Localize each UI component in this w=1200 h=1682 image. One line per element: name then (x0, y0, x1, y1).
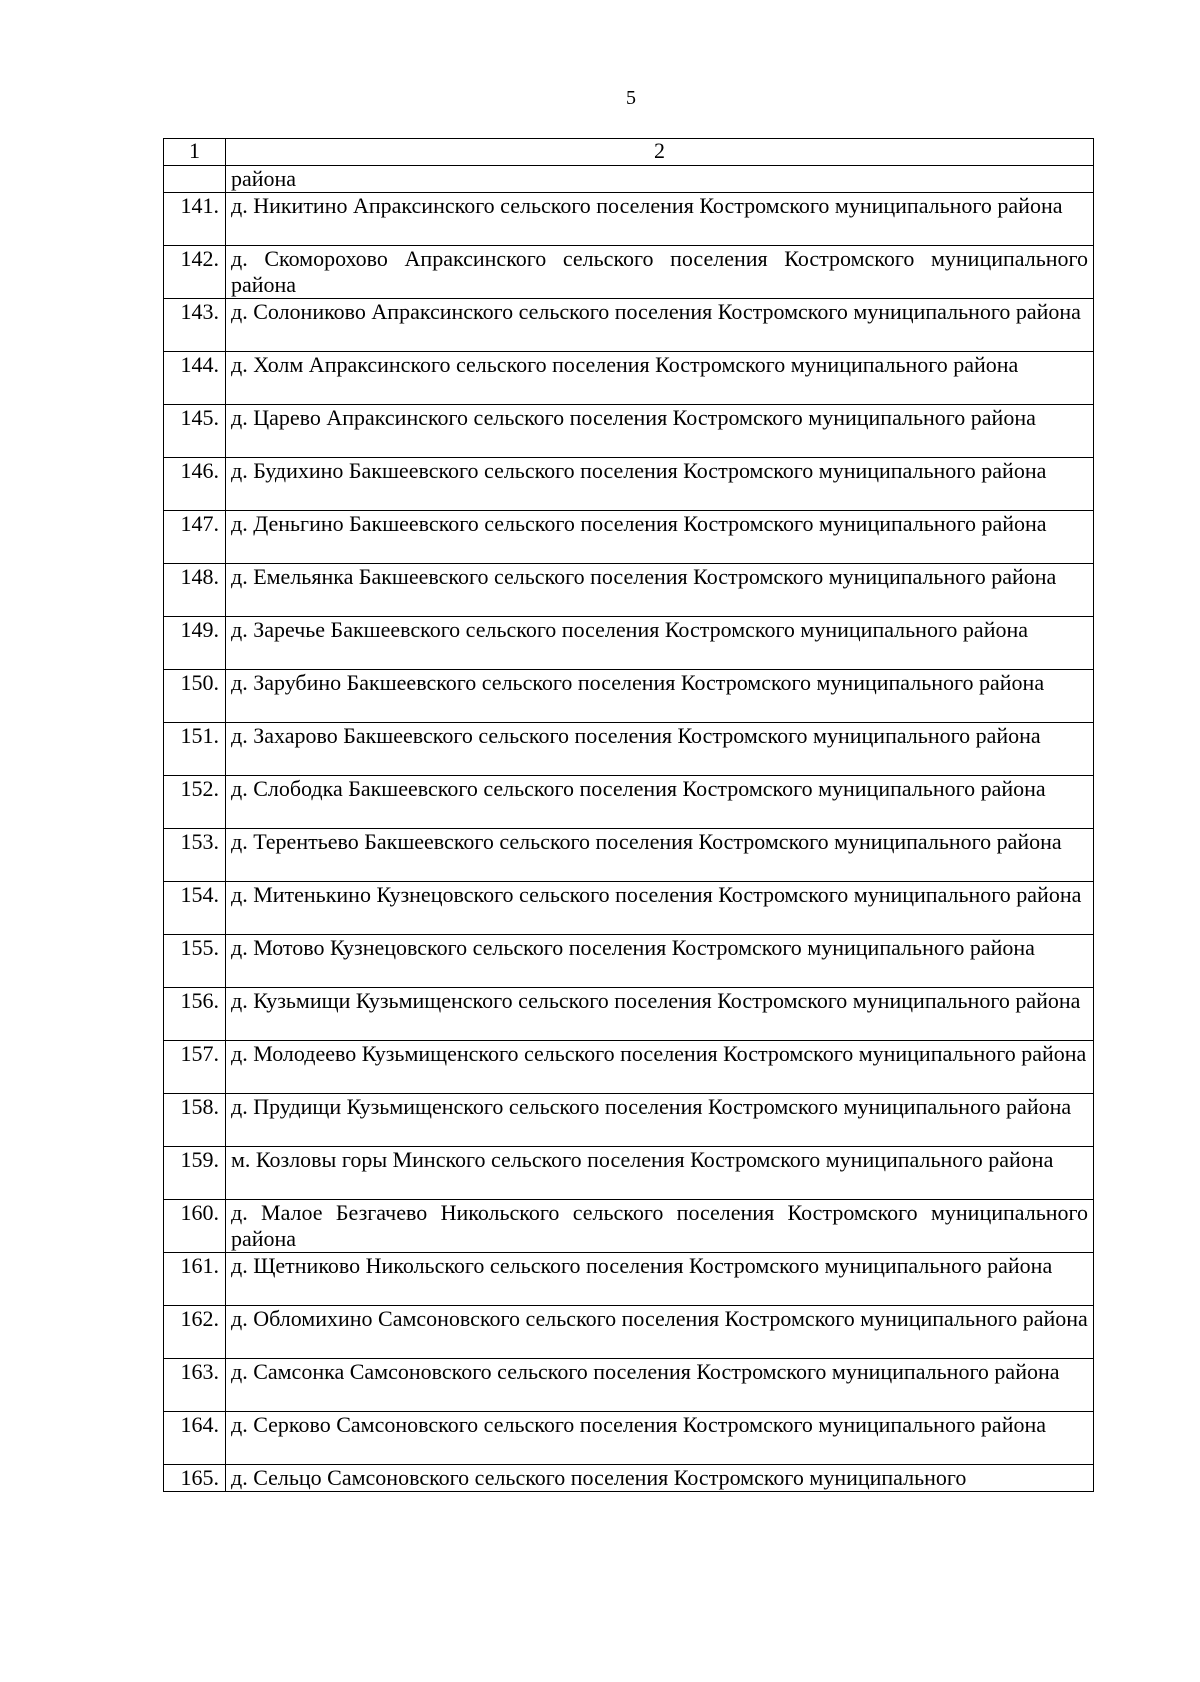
table-row (164, 193, 1094, 246)
row-number: 147. (164, 511, 226, 564)
row-text: д. Захарово Бакшеевского сельского поселения Костромского муниципального района (226, 723, 1094, 776)
table-row (164, 829, 1094, 882)
row-text: д. Заречье Бакшеевского сельского поселения Костромского муниципального района (226, 617, 1094, 670)
row-number: 162. (164, 1306, 226, 1359)
row-number: 143. (164, 299, 226, 352)
row-text: д. Молодеево Кузьмищенского сельского поселения Костромского муниципального района (226, 1041, 1094, 1094)
row-number: 161. (164, 1253, 226, 1306)
continuation-text: района (226, 166, 1094, 193)
row-number: 151. (164, 723, 226, 776)
table-row (164, 1041, 1094, 1094)
row-text: д. Прудищи Кузьмищенского сельского поселения Костромского муниципального района (226, 1094, 1094, 1147)
row-text: д. Щетниково Никольского сельского поселения Костромского муниципального района (226, 1253, 1094, 1306)
table-row (164, 246, 1094, 299)
continuation-row (164, 166, 1094, 193)
table-row (164, 988, 1094, 1041)
row-text: д. Емельянка Бакшеевского сельского поселения Костромского муниципального района (226, 564, 1094, 617)
row-number: 159. (164, 1147, 226, 1200)
row-number: 165. (164, 1465, 226, 1492)
table-row (164, 564, 1094, 617)
row-number: 145. (164, 405, 226, 458)
table-row (164, 935, 1094, 988)
row-text: д. Царево Апраксинского сельского поселения Костромского муниципального района (226, 405, 1094, 458)
table-row (164, 670, 1094, 723)
table-row (164, 352, 1094, 405)
row-text: д. Никитино Апраксинского сельского поселения Костромского муниципального района (226, 193, 1094, 246)
row-number: 148. (164, 564, 226, 617)
table-row (164, 458, 1094, 511)
table-row (164, 1306, 1094, 1359)
continuation-num-cell (164, 166, 226, 193)
row-number: 152. (164, 776, 226, 829)
table-row (164, 511, 1094, 564)
table-row (164, 1359, 1094, 1412)
row-text: д. Слободка Бакшеевского сельского поселения Костромского муниципального района (226, 776, 1094, 829)
table-row (164, 1094, 1094, 1147)
table-row (164, 1412, 1094, 1465)
row-text: д. Терентьево Бакшеевского сельского поселения Костромского муниципального района (226, 829, 1094, 882)
table-header-row (164, 139, 1094, 166)
row-number: 160. (164, 1200, 226, 1253)
table-row (164, 1147, 1094, 1200)
row-text: д. Холм Апраксинского сельского поселения Костромского муниципального района (226, 352, 1094, 405)
row-number: 146. (164, 458, 226, 511)
row-text: д. Зарубино Бакшеевского сельского поселения Костромского муниципального района (226, 670, 1094, 723)
row-text: д. Солониково Апраксинского сельского поселения Костромского муниципального района (226, 299, 1094, 352)
table-row (164, 723, 1094, 776)
row-text: д. Мотово Кузнецовского сельского поселения Костромского муниципального района (226, 935, 1094, 988)
row-text: д. Будихино Бакшеевского сельского поселения Костромского муниципального района (226, 458, 1094, 511)
table-row (164, 1200, 1094, 1253)
header-col-1: 1 (164, 139, 226, 166)
row-number: 150. (164, 670, 226, 723)
row-number: 156. (164, 988, 226, 1041)
row-text: д. Серково Самсоновского сельского поселения Костромского муниципального района (226, 1412, 1094, 1465)
row-text: д. Скоморохово Апраксинского сельского поселения Костромского муниципального района (226, 246, 1094, 299)
table-row-last (164, 1465, 1094, 1492)
row-text: д. Обломихино Самсоновского сельского поселения Костромского муниципального района (226, 1306, 1094, 1359)
page-number: 5 (626, 87, 636, 109)
table-row (164, 299, 1094, 352)
row-number: 144. (164, 352, 226, 405)
table-row (164, 617, 1094, 670)
row-number: 154. (164, 882, 226, 935)
row-text: д. Кузьмищи Кузьмищенского сельского поселения Костромского муниципального района (226, 988, 1094, 1041)
row-number: 157. (164, 1041, 226, 1094)
row-number: 142. (164, 246, 226, 299)
row-number: 158. (164, 1094, 226, 1147)
row-number: 155. (164, 935, 226, 988)
row-number: 153. (164, 829, 226, 882)
header-col-2: 2 (226, 139, 1094, 166)
row-text: д. Малое Безгачево Никольского сельского поселения Костромского муниципального района (226, 1200, 1094, 1253)
row-text: д. Митенькино Кузнецовского сельского поселения Костромского муниципального района (226, 882, 1094, 935)
table-row (164, 776, 1094, 829)
table-row (164, 1253, 1094, 1306)
table-row (164, 405, 1094, 458)
row-text: д. Сельцо Самсоновского сельского поселения Костромского муниципального (226, 1465, 1094, 1492)
row-number: 149. (164, 617, 226, 670)
row-text: д. Самсонка Самсоновского сельского поселения Костромского муниципального района (226, 1359, 1094, 1412)
row-number: 163. (164, 1359, 226, 1412)
row-text: д. Деньгино Бакшеевского сельского поселения Костромского муниципального района (226, 511, 1094, 564)
row-number: 141. (164, 193, 226, 246)
settlements-table (163, 138, 1094, 1492)
row-number: 164. (164, 1412, 226, 1465)
table-row (164, 882, 1094, 935)
row-text: м. Козловы горы Минского сельского поселения Костромского муниципального района (226, 1147, 1094, 1200)
